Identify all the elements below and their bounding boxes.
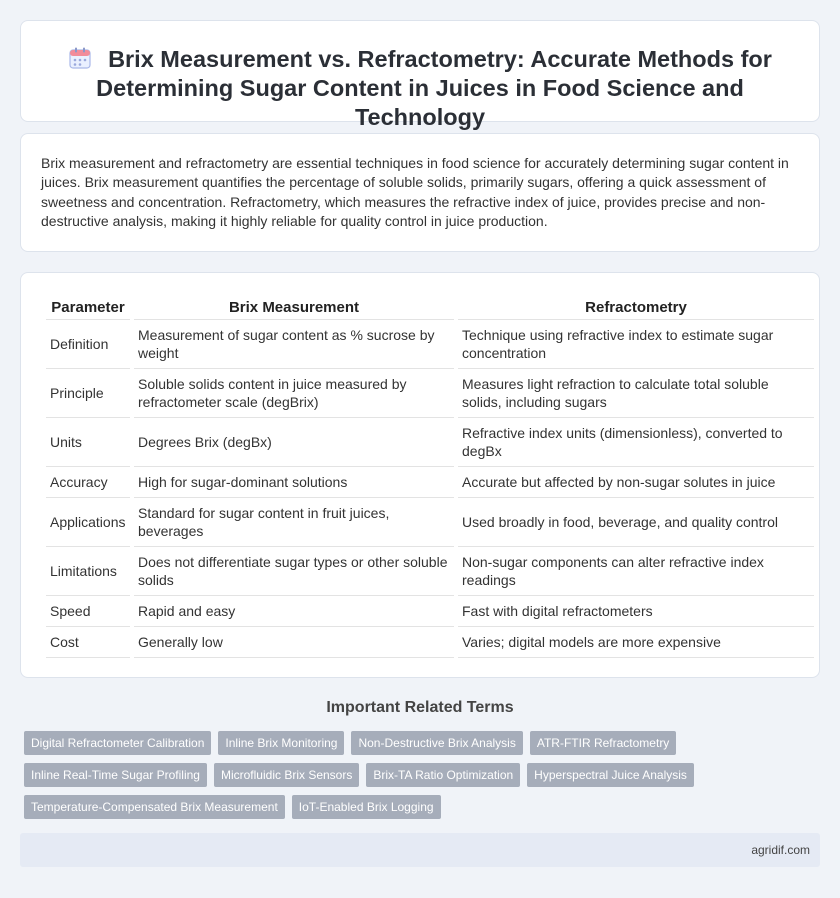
header-parameter: Parameter (46, 296, 130, 320)
cell-parameter: Principle (46, 369, 130, 418)
cell-brix: Does not differentiate sugar types or other soluble solids (134, 547, 454, 596)
related-term-tag[interactable]: Hyperspectral Juice Analysis (527, 763, 694, 787)
title-card (20, 20, 820, 130)
cell-refractometry: Refractive index units (dimensionless), converted to degBx (458, 418, 814, 467)
header-brix: Brix Measurement (134, 296, 454, 320)
related-term-tag[interactable]: IoT-Enabled Brix Logging (292, 795, 441, 819)
header-refractometry: Refractometry (458, 296, 814, 320)
footer-site-link[interactable]: agridif.com (751, 843, 810, 857)
cell-parameter: Speed (46, 596, 130, 627)
intro-paragraph: Brix measurement and refractometry are essential techniques in food science for accurately determining sugar content in juices. Brix measurement quantifies the percentage of soluble solids, primarily sugars, offering a quick assessment of sweetness and concentration. Refractometry, which measures the refractive index of juice, provides precise and non-destructive analysis, making it highly reliable for quality control in juice production. (41, 155, 789, 229)
cell-refractometry: Fast with digital refractometers (458, 596, 814, 627)
table-row (46, 498, 814, 547)
calendar-icon (68, 46, 92, 70)
page-title (51, 45, 789, 132)
cell-refractometry: Technique using refractive index to estimate sugar concentration (458, 320, 814, 369)
table-header-row (46, 296, 814, 320)
related-term-tag[interactable]: Brix-TA Ratio Optimization (366, 763, 520, 787)
comparison-table (42, 296, 818, 658)
table-row (46, 369, 814, 418)
table-row (46, 596, 814, 627)
cell-refractometry: Accurate but affected by non-sugar solutes in juice (458, 467, 814, 498)
related-terms-heading: Important Related Terms (326, 699, 514, 716)
intro-card (20, 133, 820, 252)
cell-parameter: Applications (46, 498, 130, 547)
related-terms-list (24, 731, 724, 819)
related-term-tag[interactable]: ATR-FTIR Refractometry (530, 731, 676, 755)
table-row (46, 418, 814, 467)
related-term-tag[interactable]: Microfluidic Brix Sensors (214, 763, 359, 787)
cell-brix: Soluble solids content in juice measured by refractometer scale (degBrix) (134, 369, 454, 418)
related-term-tag[interactable]: Inline Real-Time Sugar Profiling (24, 763, 207, 787)
cell-refractometry: Varies; digital models are more expensive (458, 627, 814, 658)
footer-bar (20, 833, 820, 867)
cell-parameter: Accuracy (46, 467, 130, 498)
cell-brix: Rapid and easy (134, 596, 454, 627)
cell-parameter: Limitations (46, 547, 130, 596)
cell-parameter: Units (46, 418, 130, 467)
comparison-table-card (20, 272, 820, 678)
related-term-tag[interactable]: Digital Refractometer Calibration (24, 731, 211, 755)
related-term-tag[interactable]: Inline Brix Monitoring (218, 731, 344, 755)
cell-refractometry: Measures light refraction to calculate total soluble solids, including sugars (458, 369, 814, 418)
cell-brix: Degrees Brix (degBx) (134, 418, 454, 467)
cell-brix: Measurement of sugar content as % sucrose by weight (134, 320, 454, 369)
cell-parameter: Definition (46, 320, 130, 369)
table-row (46, 627, 814, 658)
title-text: Brix Measurement vs. Refractometry: Accurate Methods for Determining Sugar Content in Juices in Food Science and Technology (96, 46, 772, 130)
related-term-tag[interactable]: Temperature-Compensated Brix Measurement (24, 795, 285, 819)
table-row (46, 547, 814, 596)
cell-parameter: Cost (46, 627, 130, 658)
cell-brix: Generally low (134, 627, 454, 658)
related-term-tag[interactable]: Non-Destructive Brix Analysis (351, 731, 522, 755)
cell-brix: High for sugar-dominant solutions (134, 467, 454, 498)
cell-refractometry: Non-sugar components can alter refractive index readings (458, 547, 814, 596)
table-row (46, 320, 814, 369)
cell-refractometry: Used broadly in food, beverage, and quality control (458, 498, 814, 547)
cell-brix: Standard for sugar content in fruit juices, beverages (134, 498, 454, 547)
table-row (46, 467, 814, 498)
